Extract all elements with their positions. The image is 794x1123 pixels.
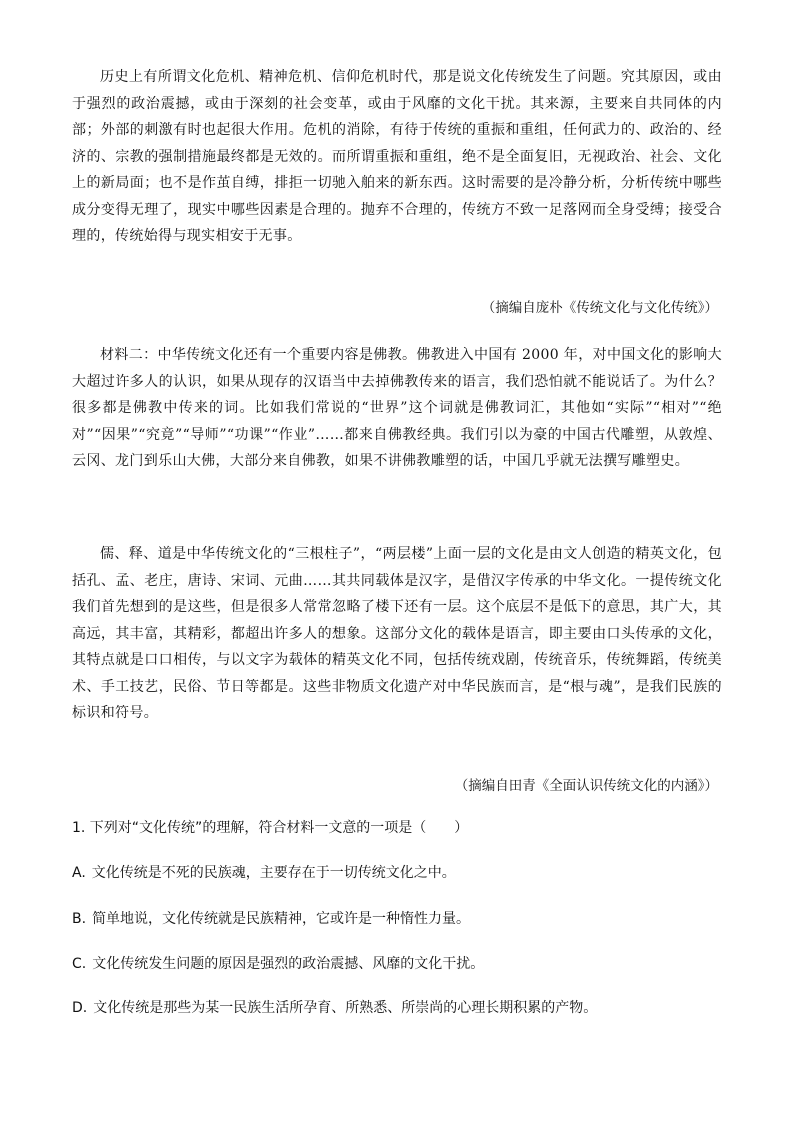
question-stem: 1. 下列对“文化传统”的理解，符合材料一文意的一项是（ ）: [72, 820, 469, 836]
option-d-text: 文化传统是那些为某一民族生活所孕育、所熟悉、所崇尚的心理长期积累的产物。: [93, 1000, 598, 1016]
option-c-text: 文化传统发生问题的原因是强烈的政治震撼、风靡的文化干扰。: [92, 956, 485, 972]
option-c-letter: C.: [72, 956, 87, 972]
passage-paragraph-1: 历史上有所谓文化危机、精神危机、信仰危机时代，那是说文化传统发生了问题。究其原因，或由于强烈的政治震撼，或由于深刻的社会变革，或由于风靡的文化干扰。其来源，主要来自共同体的内部；外部的刺激有时也起很大作用。危机的消除，有待于传统的重振和重组，任何武力的、政治的、经济的、宗教的强制措施最终都是无效的。而所谓重振和重组，绝不是全面复旧，无视政治、社会、文化上的新局面；也不是作茧自缚，排拒一切驰入舶来的新东西。这时需要的是冷静分析，分析传统中哪些成分变得无理了，现实中哪些因素是合理的。抛弃不合理的，传统方不致一足落网而全身受缚；接受合理的，传统始得与现实相安于无事。: [72, 69, 722, 244]
option-b-text: 简单地说，文化传统就是民族精神，它或许是一种惰性力量。: [92, 911, 471, 927]
option-c[interactable]: [72, 954, 732, 974]
option-a-text: 文化传统是不死的民族魂，主要存在于一切传统文化之中。: [91, 865, 456, 881]
option-d[interactable]: [72, 998, 732, 1018]
option-a-letter: A.: [72, 865, 86, 881]
passage-paragraph-3: 儒、释、道是中华传统文化的“三根柱子”，“两层楼”上面一层的文化是由文人创造的精英文化，包括孔、孟、老庄，唐诗、宋词、元曲……其共同载体是汉字，是借汉字传承的中华文化。一提传统文化我们首先想到的是这些，但是很多人常常忽略了楼下还有一层。这个底层不是低下的意思，其广大，其高远，其丰富，其精彩，都超出许多人的想象。这部分文化的载体是语言，即主要由口头传承的文化，其特点就是口口相传，与以文字为载体的精英文化不同，包括传统戏剧，传统音乐，传统舞蹈，传统美术、手工技艺，民俗、节日等都是。这些非物质文化遗产对中华民族而言，是“根与魂”，是我们民族的标识和符号。: [72, 546, 722, 721]
option-d-letter: D.: [72, 1000, 88, 1016]
option-a[interactable]: [72, 863, 732, 883]
option-b[interactable]: [72, 909, 732, 929]
option-b-letter: B.: [72, 911, 87, 927]
passage-source-1: （摘编自庞朴《传统文化与文化传统》）: [481, 300, 718, 316]
passage-source-2: （摘编自田青《全面认识传统文化的内涵》）: [454, 778, 718, 794]
passage-paragraph-2: 材料二：中华传统文化还有一个重要内容是佛教。佛教进入中国有 2000 年，对中国文化的影响大大超过许多人的认识，如果从现存的汉语当中去掉佛教传来的语言，我们恐怕就不能说话了。为什么？很多都是佛教中传来的词。比如我们常说的“世界”这个词就是佛教词汇，其他如“实际”“相对”“绝对”“因果”“究竟”“导师”“功课”“作业”……都来自佛教经典。我们引以为豪的中国古代雕塑，从敦煌、云冈、龙门到乐山大佛，大部分来自佛教，如果不讲佛教雕塑的话，中国几乎就无法撰写雕塑史。: [72, 347, 722, 469]
